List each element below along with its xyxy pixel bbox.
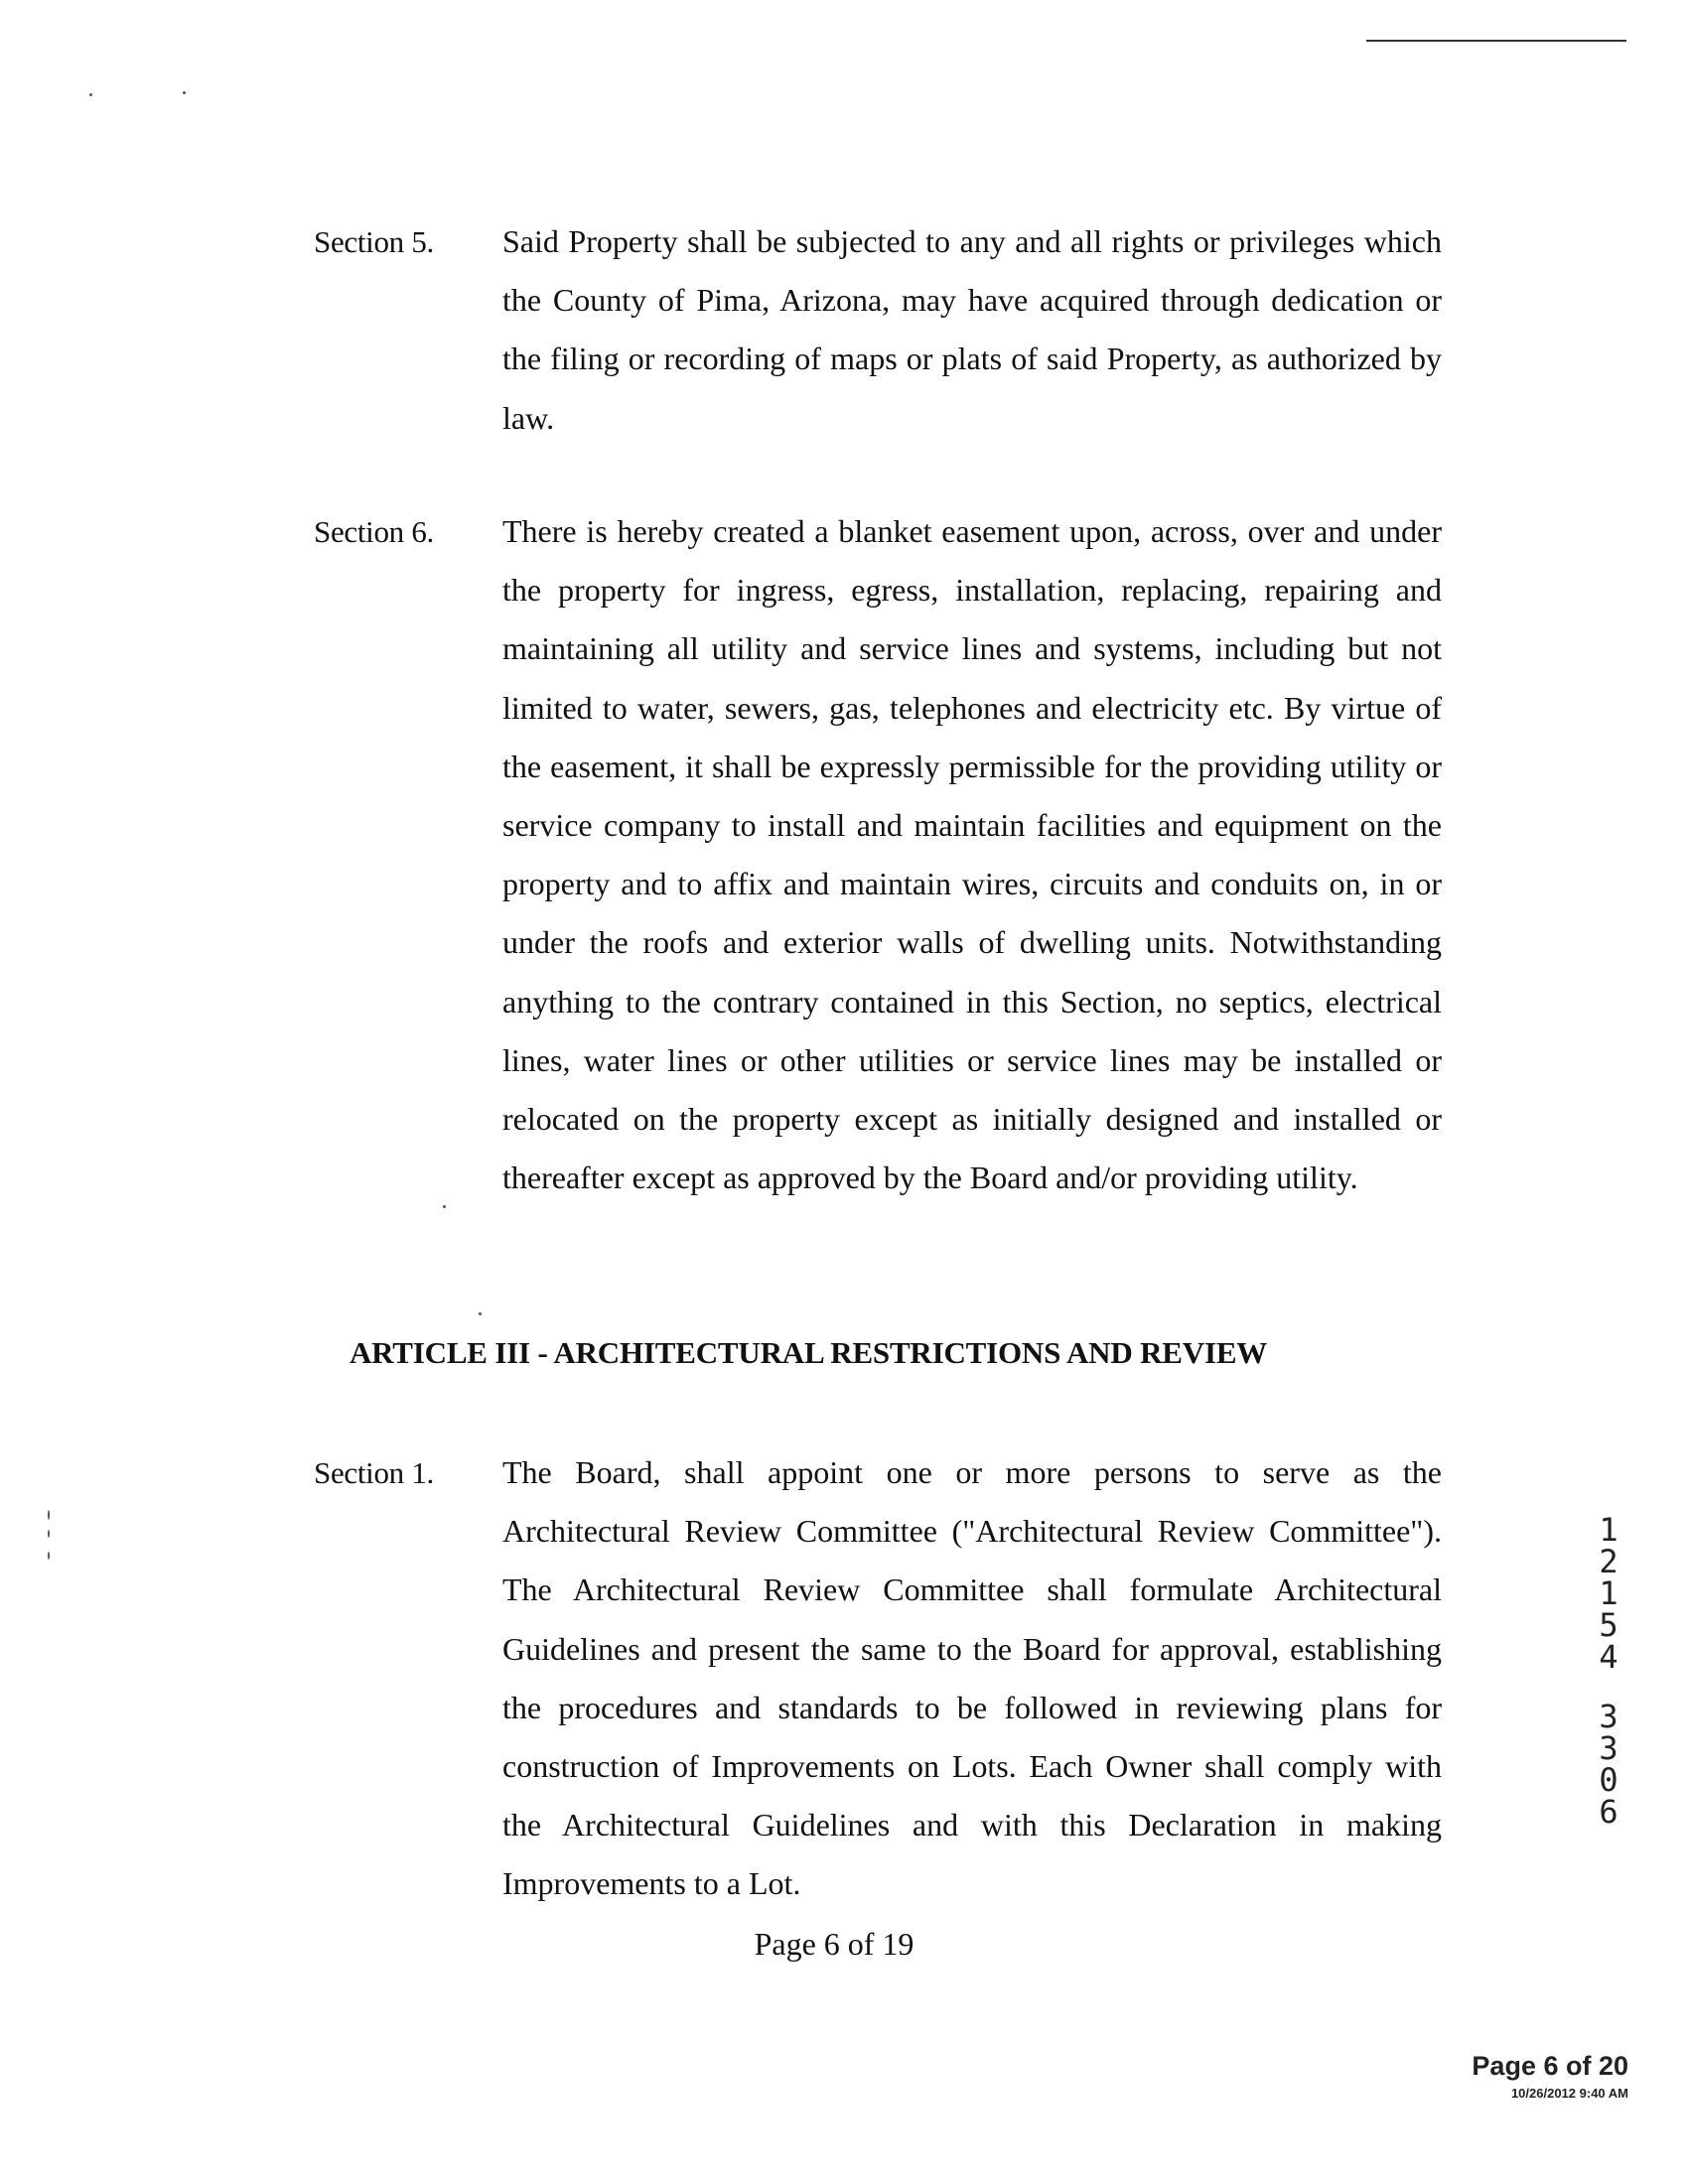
- scan-speck: [48, 1552, 50, 1560]
- recording-digit: 3: [1599, 1729, 1618, 1767]
- recording-digit: 3: [1599, 1698, 1618, 1735]
- recorder-page-stamp: Page 6 of 20: [1472, 2051, 1628, 2081]
- recording-digit: 5: [1599, 1606, 1618, 1644]
- section-text: [502, 502, 1442, 1207]
- section-paragraph: There is hereby created a blanket easement upon, across, over and under the property for ingress, egress, installation, replacing, repairing and maintaining all utility and service lines and systems, including but not limited to water, sewers, gas, telephones and electricity etc. By virtue of the easement, it shall be expressly permissible for the providing utility or service company to install and maintain facilities and equipment on the property and to affix and maintain wires, circuits and conduits on, in or under the roofs and exterior walls of dwelling units. Notwithstanding anything to the contrary contained in this Section, no septics, electrical lines, water lines or other utilities or service lines may be installed or relocated on the property except as initially designed and installed or thereafter except as approved by the Board and/or providing utility.: [502, 513, 1442, 1196]
- scan-speck: [183, 91, 186, 94]
- section-6: [314, 502, 1442, 1277]
- article-3-section-1: [314, 1443, 1442, 1920]
- section-text: [502, 212, 1442, 448]
- scan-speck: [89, 93, 92, 96]
- top-rule: [1366, 40, 1626, 42]
- article-heading: ARTICLE III - ARCHITECTURAL RESTRICTIONS AND REVIEW: [350, 1335, 1268, 1370]
- page-number: Page 6 of 19: [754, 1926, 914, 1962]
- recording-digit: 4: [1599, 1638, 1618, 1676]
- scan-speck: [479, 1312, 482, 1315]
- section-label: Section 5.: [314, 224, 434, 259]
- scan-speck: [48, 1510, 50, 1520]
- section-paragraph: Said Property shall be subjected to any and all rights or privileges which the County of Pima, Arizona, may have acquired through dedication or the filing or recording of maps or plats of said Property, as authorized by law.: [502, 223, 1442, 436]
- recording-digit: 2: [1599, 1543, 1618, 1580]
- recorder-date-stamp: 10/26/2012 9:40 AM: [1510, 2086, 1628, 2101]
- recording-digit: 6: [1599, 1793, 1618, 1831]
- section-label: Section 6.: [314, 514, 434, 549]
- section-paragraph: The Board, shall appoint one or more persons to serve as the Architectural Review Committee ("Architectural Review Committee"). The Architectural Review Committee shall formulate Architectural Guidelines and present the same to the Board for approval, establishing the procedures and standards to be followed in reviewing plans for construction of Improvements on Lots. Each Owner shall comply with the Architectural Guidelines and with this Declaration in making Improvements to a Lot.: [502, 1454, 1442, 1902]
- recording-digit: 0: [1599, 1761, 1618, 1799]
- scan-speck: [48, 1530, 50, 1538]
- recording-digit: 1: [1599, 1574, 1618, 1612]
- section-5: [314, 212, 1442, 451]
- section-label: Section 1.: [314, 1455, 434, 1490]
- section-text: [502, 1443, 1442, 1914]
- recording-digit: 1: [1599, 1511, 1618, 1549]
- recording-number: [1589, 1511, 1628, 1831]
